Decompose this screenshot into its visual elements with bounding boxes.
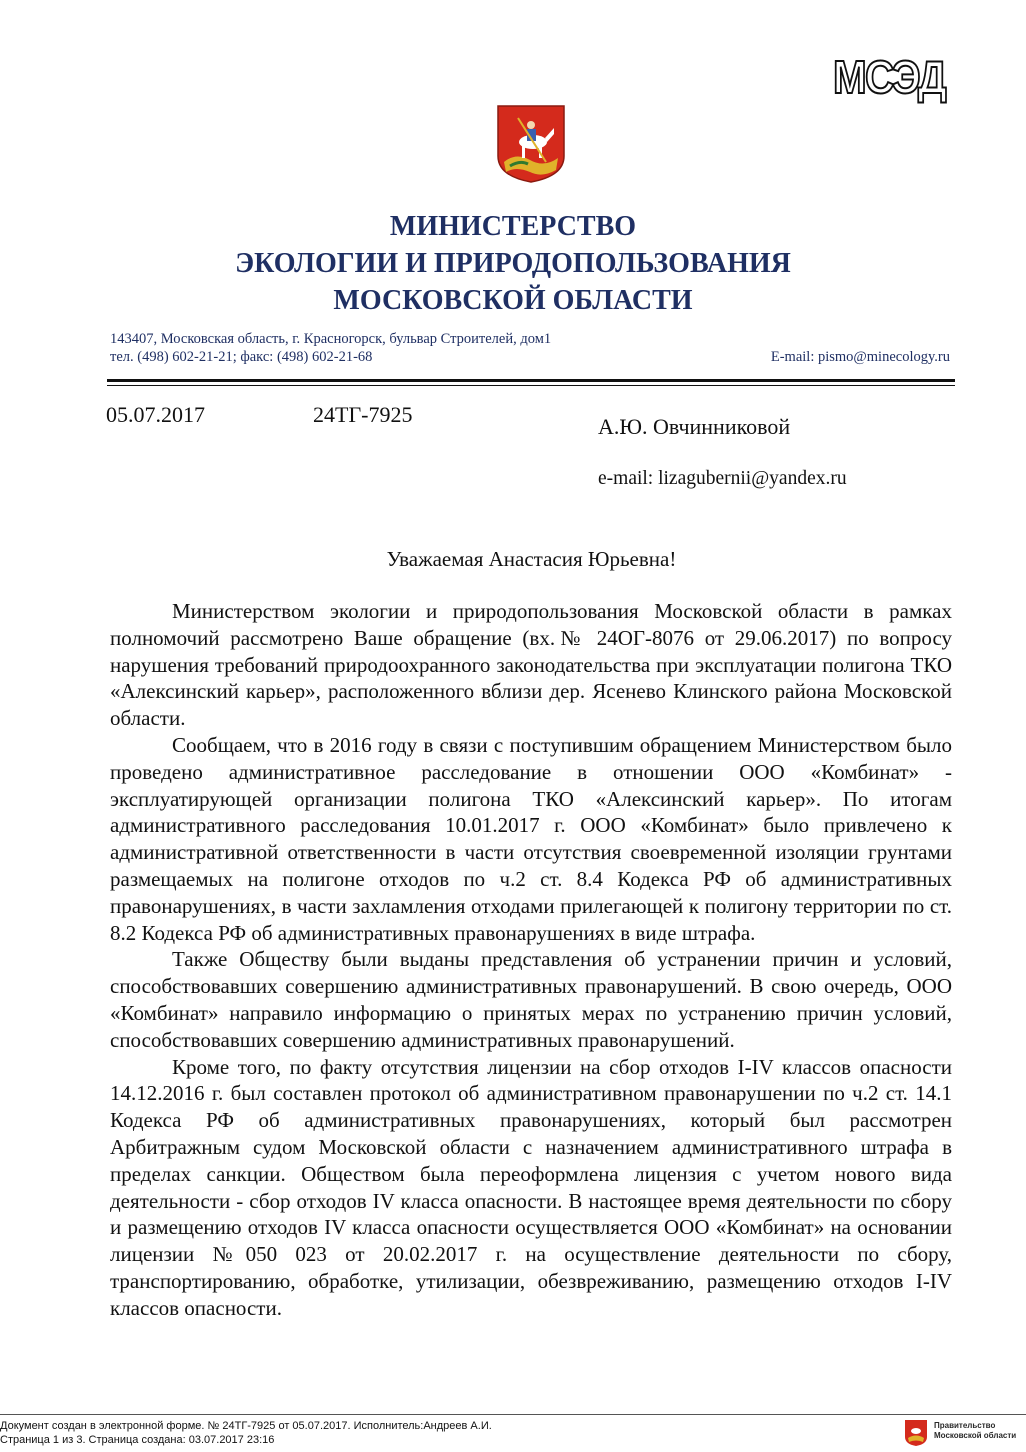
ministry-title-line-2: ЭКОЛОГИИ И ПРИРОДОПОЛЬЗОВАНИЯ	[235, 248, 791, 279]
recipient-name: А.Ю. Овчинниковой	[598, 414, 791, 439]
letter-body	[110, 598, 952, 1322]
footer-org-line-2: Московской области	[934, 1431, 1017, 1440]
ministry-title-line-3: МОСКОВСКОЙ ОБЛАСТИ	[333, 285, 693, 316]
ministry-title	[0, 208, 1026, 319]
header-rule-thick	[107, 379, 955, 382]
letter-number: 24ТГ-7925	[313, 402, 413, 427]
contacts-row	[110, 348, 950, 366]
body-paragraph: Также Обществу были выданы представления об устранении причин и условий, способствовавших совершению административных правонарушений. В свою очередь, ООО «Комбинат» направило информацию о принятых мерах по устранению причин условий, способствовавших совершению административных правонарушений.	[110, 947, 952, 1052]
government-logo-icon	[904, 1419, 928, 1447]
footer-org-line-1: Правительство	[934, 1421, 996, 1430]
ministry-email: E-mail: pismo@minecology.ru	[770, 349, 950, 365]
footer-info	[0, 1419, 492, 1447]
greeting: Уважаемая Анастасия Юрьевна!	[386, 547, 677, 571]
phone-fax-line: тел. (498) 602-21-21; факс: (498) 602-21-68	[110, 349, 373, 365]
footer-org-name	[934, 1421, 1016, 1441]
address-line: 143407, Московская область, г. Красногорск, бульвар Строителей, дом1	[110, 331, 552, 347]
body-paragraph: Министерством экологии и природопользования Московской области в рамках полномочий рассмотрено Ваше обращение (вх.№ 24ОГ-8076 от 29.06.2017) по вопросу нарушения требований природоохранного законодательства при эксплуатации полигона ТКО «Алексинский карьер», расположенного вблизи дер. Ясенево Клинского района Московской области.	[110, 599, 952, 731]
footer-page-line: Страница 1 из 3. Страница создана: 03.07.2017 23:16	[0, 1434, 275, 1446]
recipient-email: e-mail: lizagubernii@yandex.ru	[598, 468, 847, 489]
header-rule-thin	[107, 385, 955, 386]
letter-date: 05.07.2017	[106, 402, 205, 427]
footer-document-line: Документ создан в электронной форме. № 24ТГ-7925 от 05.07.2017. Исполнитель:Андреев А.И.	[0, 1420, 492, 1432]
coat-of-arms-icon	[496, 104, 566, 184]
ministry-title-line-1: МИНИСТЕРСТВО	[389, 211, 637, 242]
footer-divider	[0, 1414, 1026, 1415]
msed-stamp: МСЭД	[833, 51, 946, 103]
body-paragraph: Сообщаем, что в 2016 году в связи с поступившим обращением Министерством было проведено административное расследование в отношении ООО «Комбинат» - эксплуатирующей организации полигона ТКО «Алексинский карьер». По итогам административного расследования 10.01.2017 г. ООО «Комбинат» было привлечено к административной ответственности в части отсутствия своевременной изоляции грунтами размещаемых на полигоне отходов по ч.2 ст. 8.4 Кодекса РФ об административных правонарушениях, в части захламления отходами прилегающей к полигону территории по ст. 8.2 Кодекса РФ об административных правонарушениях в виде штрафа.	[110, 732, 952, 945]
body-paragraph: Кроме того, по факту отсутствия лицензии на сбор отходов I-IV классов опасности 14.12.2016 г. был составлен протокол об административном правонарушении по ч.2 ст. 14.1 Кодекса РФ об административных правонарушениях, который был рассмотрен Арбитражным судом Московской области с назначением административного штрафа в пределах санкции. Обществом была переоформлена лицензия с учетом нового вида деятельности - сбор отходов IV класса опасности. В настоящее время деятельности по сбору и размещению отходов IV класса опасности осуществляется ООО «Комбинат» на основании лицензии №050 023 от 20.02.2017 г. на осуществление деятельности по сбору, транспортированию, обработке, утилизации, обезвреживанию, размещению отходов I-IV классов опасности.	[110, 1054, 952, 1320]
ministry-contacts	[110, 330, 950, 366]
